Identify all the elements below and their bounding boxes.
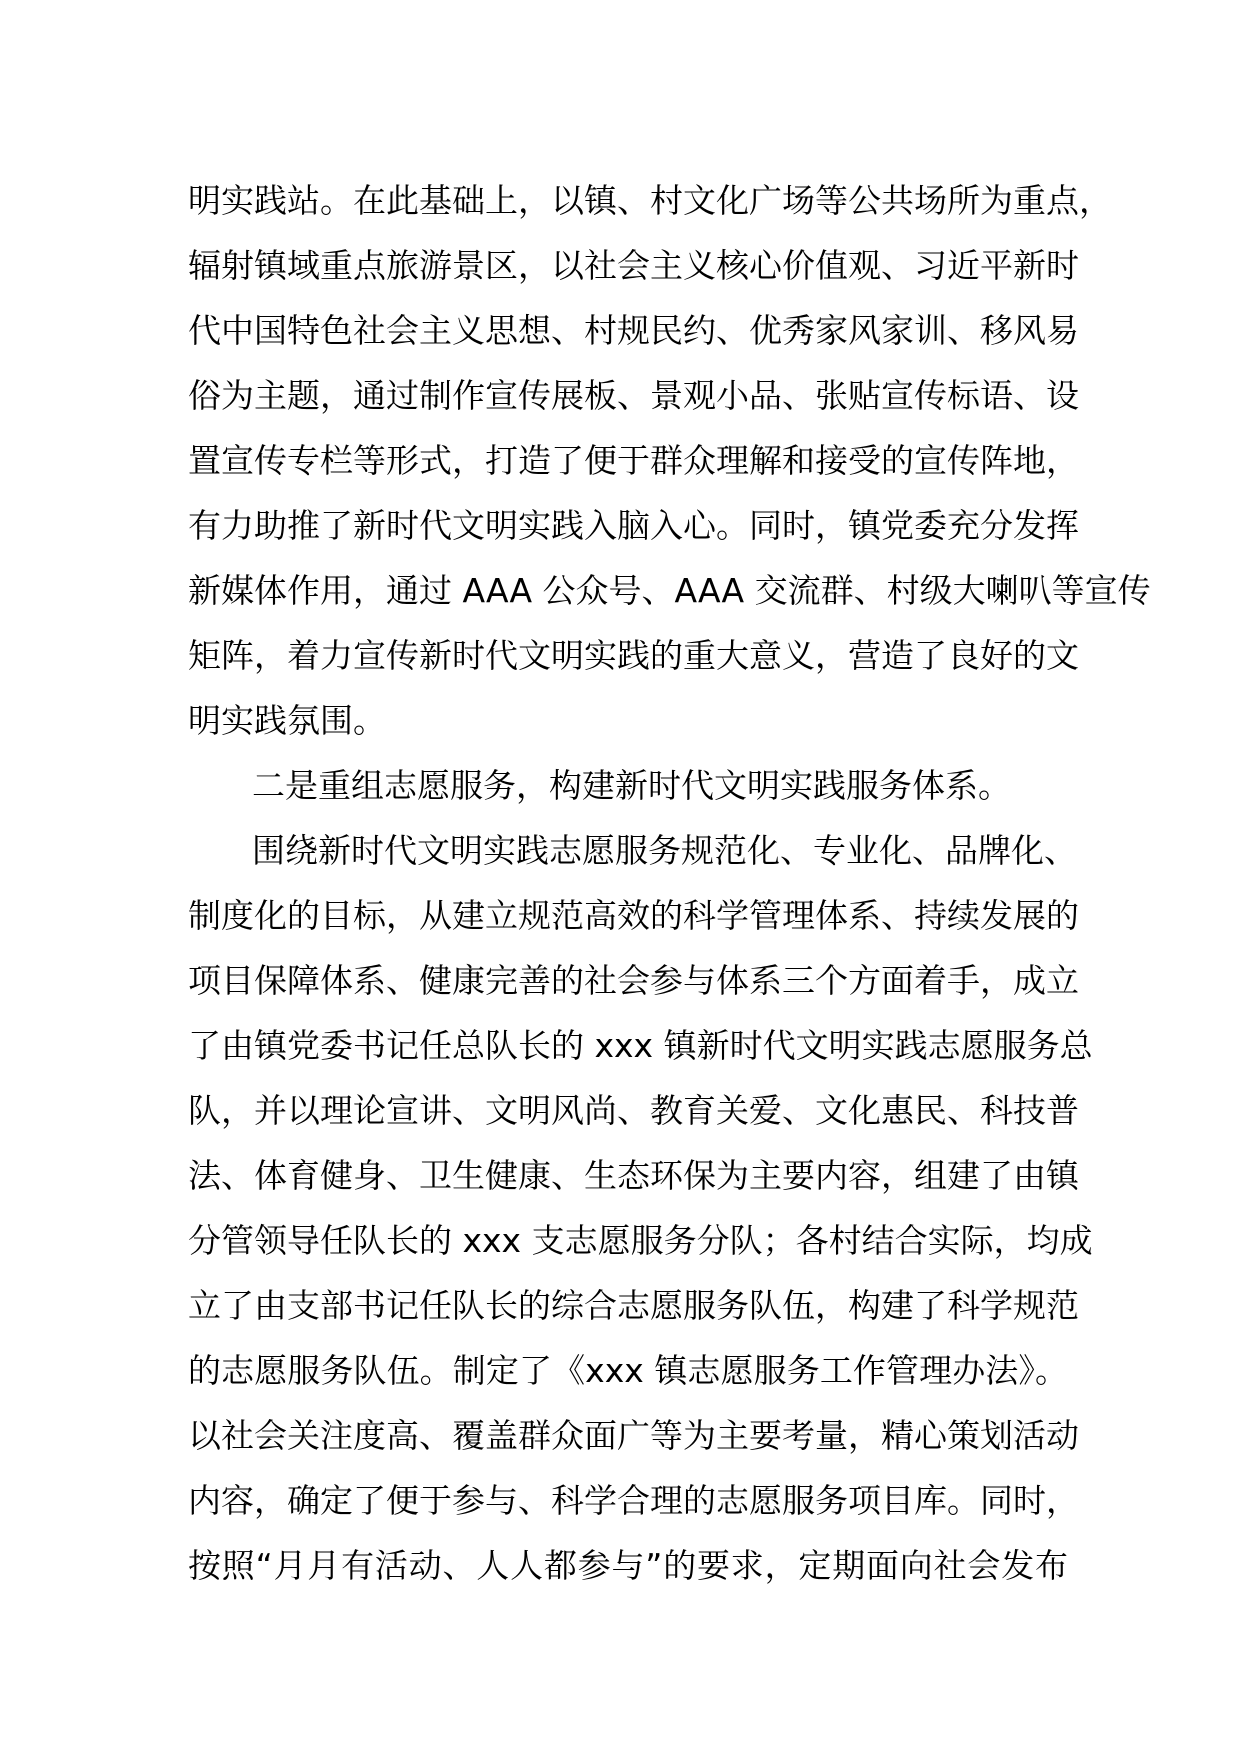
text-line: 法、体育健身、卫生健康、生态环保为主要内容，组建了由镇: [188, 1156, 1079, 1195]
text-line: 有力助推了新时代文明实践入脑入心。同时，镇党委充分发挥: [188, 506, 1079, 545]
text-line: 制度化的目标，从建立规范高效的科学管理体系、持续发展的: [188, 896, 1079, 935]
text-line: 代中国特色社会主义思想、村规民约、优秀家风家训、移风易: [188, 311, 1079, 350]
text-line: 新媒体作用，通过 AAA 公众号、AAA 交流群、村级大喇叭等宣传: [188, 571, 1151, 610]
text-line: 明实践氛围。: [188, 701, 386, 740]
body-text: [188, 168, 1151, 1598]
text-line: 俗为主题，通过制作宣传展板、景观小品、张贴宣传标语、设: [188, 376, 1079, 415]
text-line: 辐射镇域重点旅游景区，以社会主义核心价值观、习近平新时: [188, 246, 1079, 285]
text-line: 内容，确定了便于参与、科学合理的志愿服务项目库。同时，: [188, 1481, 1079, 1520]
text-line: 围绕新时代文明实践志愿服务规范化、专业化、品牌化、: [252, 831, 1077, 870]
text-line: 分管领导任队长的 xxx 支志愿服务分队；各村结合实际，均成: [188, 1221, 1093, 1260]
section-heading: 二是重组志愿服务，构建新时代文明实践服务体系。: [252, 766, 1011, 805]
text-line: 明实践站。在此基础上，以镇、村文化广场等公共场所为重点，: [188, 181, 1112, 220]
text-line: 的志愿服务队伍。制定了《xxx 镇志愿服务工作管理办法》。: [188, 1351, 1068, 1390]
text-line: 矩阵，着力宣传新时代文明实践的重大意义，营造了良好的文: [188, 636, 1079, 675]
text-line: 以社会关注度高、覆盖群众面广等为主要考量，精心策划活动: [188, 1416, 1079, 1455]
text-line: 立了由支部书记任队长的综合志愿服务队伍，构建了科学规范: [188, 1286, 1079, 1325]
text-line: 按照“月月有活动、人人都参与”的要求，定期面向社会发布: [188, 1546, 1068, 1585]
text-line: 项目保障体系、健康完善的社会参与体系三个方面着手，成立: [188, 961, 1079, 1000]
text-line: 了由镇党委书记任总队长的 xxx 镇新时代文明实践志愿服务总: [188, 1026, 1093, 1065]
text-line: 置宣传专栏等形式，打造了便于群众理解和接受的宣传阵地，: [188, 441, 1079, 480]
text-line: 队，并以理论宣讲、文明风尚、教育关爱、文化惠民、科技普: [188, 1091, 1079, 1130]
